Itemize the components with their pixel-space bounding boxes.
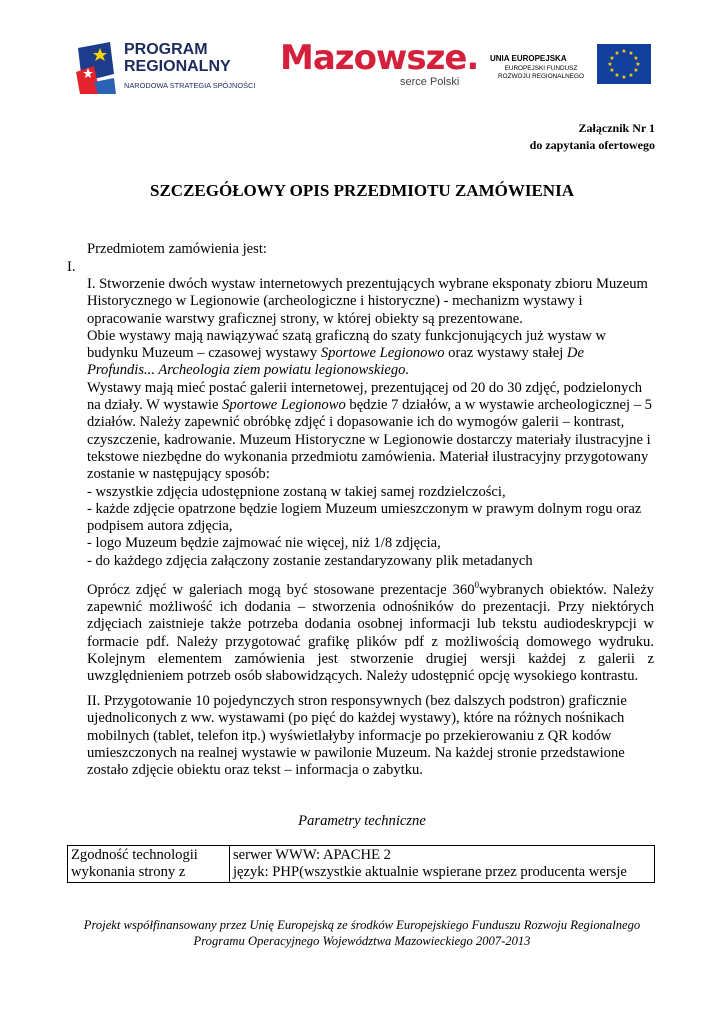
svg-text:★: ★ — [633, 55, 639, 62]
attachment-line1: Załącznik Nr 1 — [578, 121, 655, 135]
section-marker: I. — [67, 259, 76, 275]
params-value-cell — [230, 846, 655, 883]
mazowsze-logo — [280, 38, 479, 96]
svg-text:★: ★ — [621, 74, 627, 81]
svg-text:★: ★ — [614, 72, 620, 79]
eu-flag-icon — [597, 44, 651, 84]
mazowsze-logo-word: Mazowsze. — [280, 38, 479, 78]
eu-logo-line1: UNIA EUROPEJSKA — [490, 54, 567, 63]
eu-logo-line2: EUROPEJSKI FUNDUSZ — [504, 65, 578, 72]
params-label-cell — [68, 846, 230, 883]
params-value-line2: język: PHP(wszystkie aktualnie wspierane przez producenta wersje — [233, 864, 627, 880]
svg-text:★: ★ — [628, 50, 634, 57]
eu-logo-line3: ROZWOJU REGIONALNEGO — [498, 73, 584, 80]
svg-text:★: ★ — [607, 61, 613, 68]
program-regionalny-logo — [74, 38, 259, 98]
section-2: II. Przygotowanie 10 pojedynczych stron responsywnych (bez dalszych podstron) graficznie ujednoliconych z ww. wystawami (po pięć do każdej wystawy), które na różnych nośnikach mobilnych (tablet, telefon itp.) wyświetlałyby informacje po przekierowaniu z QR kodów umieszczonych na realnej wystawie w pawilonie Muzeum. Na każdej stronie przedstawione zostało zdjęcie obiektu oraz tekst – informacja o zabytku. — [87, 693, 627, 779]
svg-text:★: ★ — [628, 72, 634, 79]
svg-text:★: ★ — [635, 61, 641, 68]
attachment-label — [530, 120, 655, 154]
params-label-line2: wykonania strony z — [71, 864, 186, 880]
section-1 — [87, 276, 654, 570]
svg-text:★: ★ — [609, 67, 615, 74]
footer-line2: Programu Operacyjnego Województwa Mazowieckiego 2007-2013 — [193, 934, 531, 948]
program-logo-icon — [74, 38, 120, 96]
params-label-line1: Zgodność technologii — [71, 847, 198, 863]
section-1-paragraph-1: I. Stworzenie dwóch wystaw internetowych prezentujących wybrane eksponaty zbioru Muzeum Historycznego w Legionowie (archeologiczne i historyczne) - mechanizm wystawy i opracowanie warstwy graficznej strony, w której obiekty są prezentowane. — [87, 276, 648, 327]
params-heading: Parametry techniczne — [298, 813, 426, 829]
params-value-line1: serwer WWW: APACHE 2 — [233, 847, 391, 863]
paragraph-360: Oprócz zdjęć w galeriach mogą być stosowane prezentacje $360^0wybranych$ obiektów. Należy zapewnić możliwość ich dodania – stworzenia odnośników do prezentacji. Przy niektórych zdjęciach zaistnieje także potrzeba dodania osobnej informacji lub tekstu audiodeskrypcji w formacie pdf. Należy przygotować grafikę plików pdf z możliwością domowego wydruku. Kolejnym elementem zamówienia jest stworzenie drugiej wersji każdej z galerii z uwzględnieniem potrzeb osób słabowidzących. Należy udostępnić opcję wysokiego kontrastu. — [87, 580, 654, 685]
params-table — [67, 845, 655, 883]
svg-text:★: ★ — [609, 55, 615, 62]
section-1-paragraph-3: Wystawy mają mieć postać galerii internetowej, prezentującej od 20 do 30 zdjęć, podzielonych na działy. W wystawie Sportowe Legionowo będzie 7 działów, a w wystawie archeologicznej – 5 działów. Należy zapewnić obróbkę zdjęć i dopasowanie ich do wymogów galerii – kontrast, czyszczenie, kadrowanie. Muzeum Historyczne w Legionowie dostarczy materiały ilustracyjne i tekstowe niezbędne do wykonania przedmiotu zamówienia. Materiał ilustracyjny przygotowany zostanie w następujący sposób: — [87, 379, 652, 483]
bullet-2: - każde zdjęcie opatrzone będzie logiem Muzeum umieszczonym w prawym dolnym rogu oraz podpisem autora zdjęcia, — [87, 500, 642, 535]
document-title: SZCZEGÓŁOWY OPIS PRZEDMIOTU ZAMÓWIENIA — [150, 181, 574, 200]
footer-line1: Projekt współfinansowany przez Unię Europejską ze środków Europejskiego Funduszu Rozwoju Regionalnego — [83, 918, 641, 932]
exhibition-name-archeology: De Profundis... Archeologia ziem powiatu legionowskiego. — [87, 345, 584, 379]
footer — [0, 917, 724, 949]
intro-text: Przedmiotem zamówienia jest: — [87, 241, 267, 257]
bullet-3: - logo Muzeum będzie zajmować nie więcej, niż 1/8 zdjęcia, — [87, 535, 441, 552]
degree-superscript: 0 — [474, 580, 480, 590]
svg-text:★: ★ — [614, 50, 620, 57]
bullet-1: - wszystkie zdjęcia udostępnione zostaną w takiej samej rozdzielczości, — [87, 483, 506, 500]
exhibition-name-sport-2: Sportowe Legionowo — [222, 397, 346, 414]
program-logo-line2: REGIONALNY — [124, 58, 231, 75]
attachment-line2: do zapytania ofertowego — [529, 138, 655, 152]
bullet-4: - do każdego zdjęcia załączony zostanie zestandaryzowany plik metadanych — [87, 552, 533, 569]
mazowsze-logo-subtitle: serce Polski — [400, 76, 460, 88]
table-row — [68, 846, 655, 883]
exhibition-name-sport: Sportowe Legionowo — [320, 345, 445, 362]
program-logo-line3: NARODOWA STRATEGIA SPÓJNOŚCI — [124, 81, 256, 90]
eu-logo — [490, 44, 650, 90]
section-1-paragraph-2: Obie wystawy mają nawiązywać szatą graficzną do szaty funkcjonujących już wystaw w budynku Muzeum – czasowej wystawy Sportowe Legionowo oraz wystawy stałej De Profundis... Archeologia ziem powiatu legionowskiego. — [87, 327, 607, 379]
svg-text:★: ★ — [633, 67, 639, 74]
svg-text:★: ★ — [621, 48, 627, 55]
program-logo-line1: PROGRAM — [124, 41, 208, 58]
